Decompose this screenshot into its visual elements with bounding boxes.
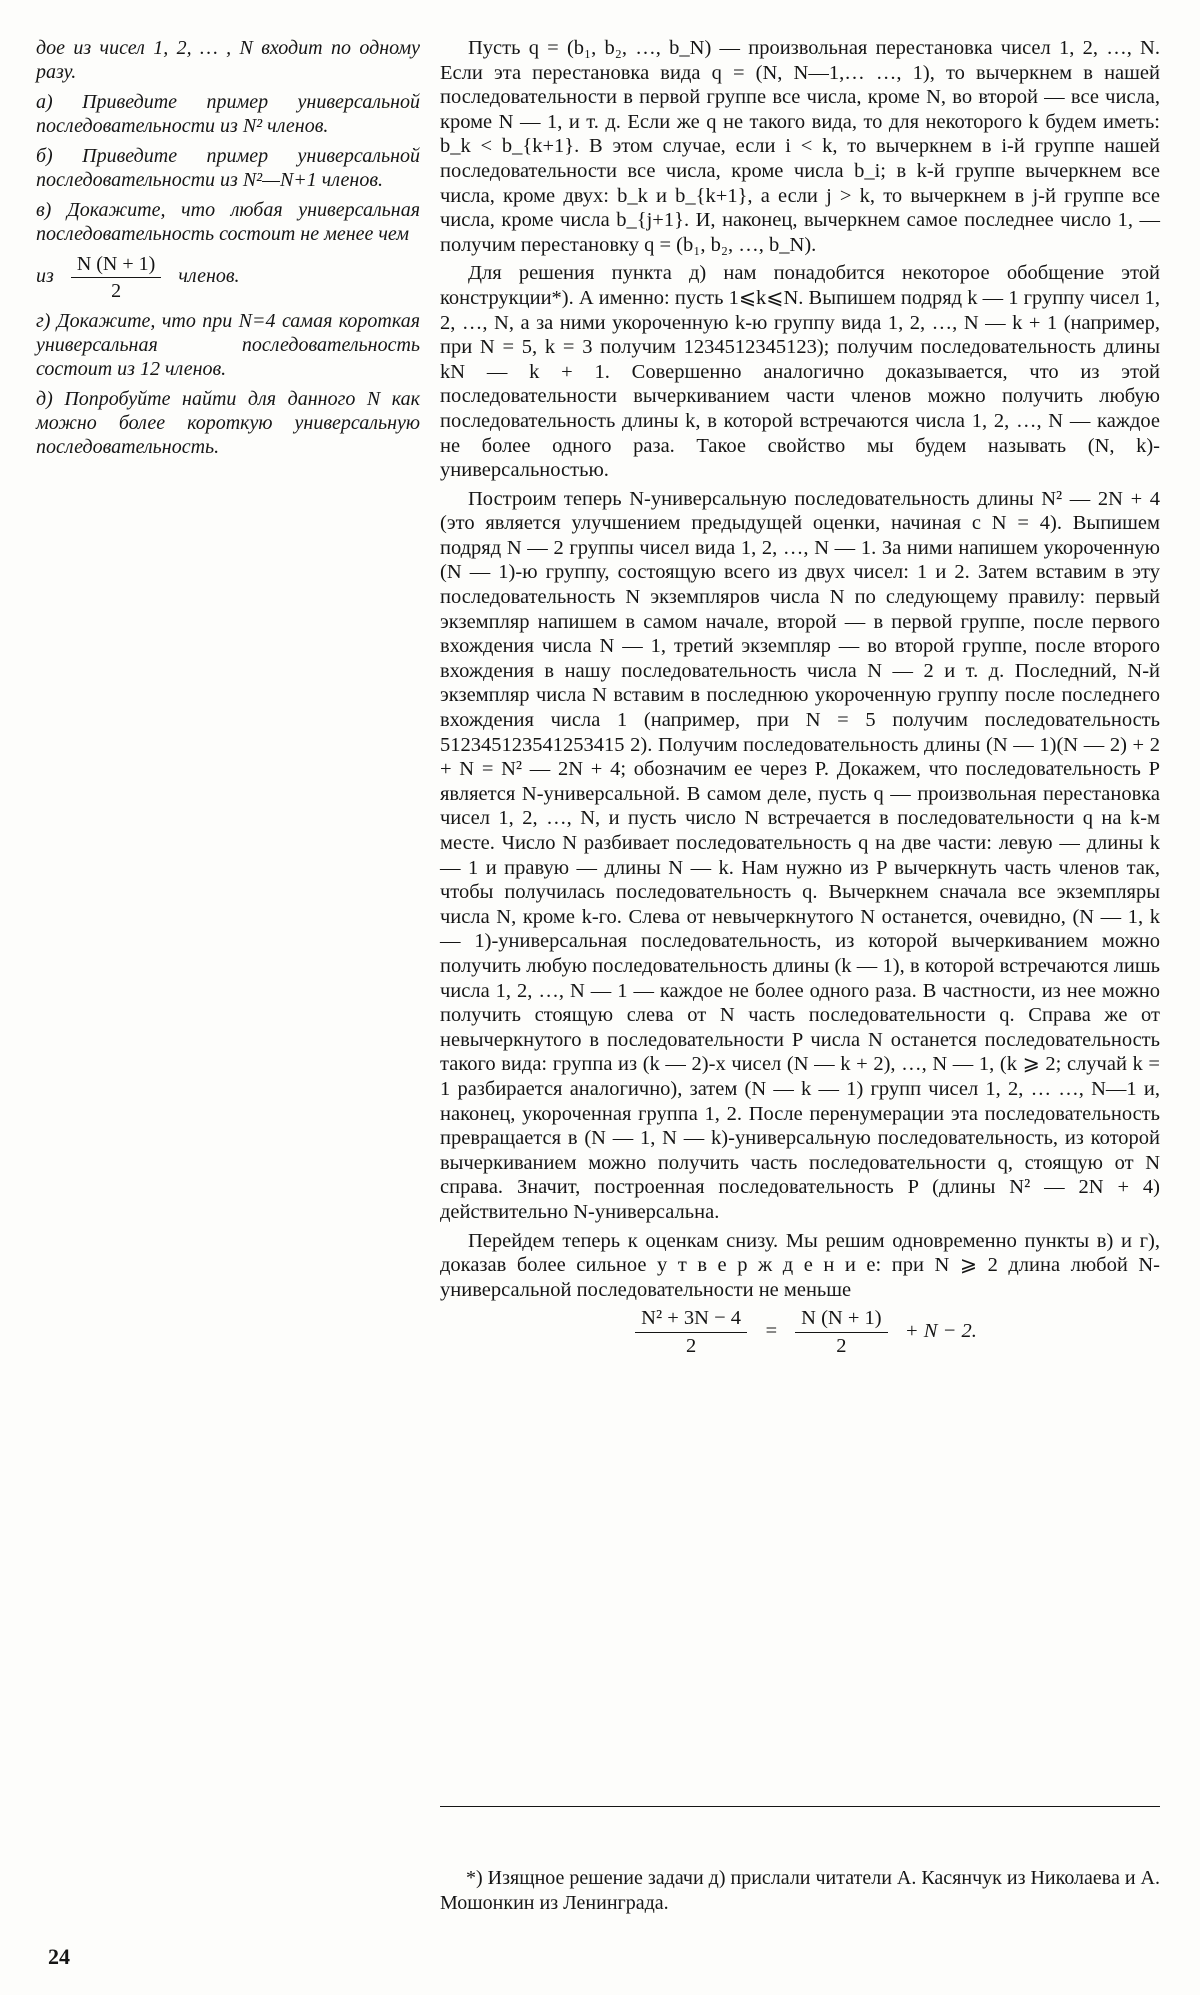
- margin-note-item-d: д) Попробуйте найти для данного N как можно более короткую универсальную последовательность.: [36, 388, 420, 458]
- footnote-divider: [440, 1806, 1160, 1807]
- formula-tail: + N − 2.: [904, 1320, 977, 1343]
- paragraph-4: Перейдем теперь к оценкам снизу. Мы решим одновременно пункты в) и г), доказав более сильное у т в е р ж д е н и е: при N ⩾ 2 длина любой N-универсальной последовательности не меньше: [440, 1229, 1160, 1301]
- formula-equals: =: [764, 1320, 779, 1343]
- margin-note-intro: дое из чисел 1, 2, … , N входит по одному разу.: [36, 37, 420, 83]
- formula-rhs-fraction: [795, 1306, 887, 1358]
- formula-lhs-denominator: 2: [685, 1334, 697, 1357]
- formula-rhs-numerator: N (N + 1): [795, 1306, 887, 1333]
- margin-note-fraction-numerator: N (N + 1): [71, 252, 162, 278]
- paragraph-3: Построим теперь N-универсальную последовательность длины N² — 2N + 4 (это является улучшением предыдущей оценки, начиная с N = 4). Выпишем подряд N — 2 группы чисел вида 1, 2, …, N — 1. За ними напишем укороченную (N — 1)-ю группу, состоящую всего из двух чисел: 1 и 2. Затем вставим в эту последовательность N экземпляров числа N по следующему правилу: первый экземпляр напишем в самом начале, второй — в первой группе, после первого вхождения числа N — 1, третий экземпляр — во второй группе, после второго вхождения в нашу последовательность числа N — 2 и т. д. Последний, N-й экземпляр числа N вставим в последнюю укороченную группу после последнего вхождения числа 1 (например, при N = 5 получим последовательность 512345123541253415 2). Получим последовательность длины (N — 1)(N — 2) + 2 + N = N² — 2N + 4; обозначим ее через P. Докажем, что последовательность P является N-универсальной. В самом деле, пусть q — произвольная перестановка чисел 1, 2, …, N, и пусть число N встречается в последовательности q на k-м месте. Число N разбивает последовательность q на две части: левую — длины k — 1 и правую — длины N — k. Нам нужно из P вычеркнуть часть членов так, чтобы получилась последовательность q. Вычеркнем сначала все экземпляры числа N, кроме k-го. Слева от невычеркнутого N останется, очевидно, (N — 1, k — 1)-универсальная последовательность, из которой вычеркиванием можно получить любую последовательность длины (k — 1), в которой встречаются лишь числа 1, 2, …, N — 1 — каждое не более одного раза. В частности, из нее можно получить стоящую слева от N часть последовательности q. Справа же от невычеркнутого в последовательности P числа N останется последовательность такого вида: группа из (k — 2)-х чисел (N — k + 2), …, N — 1, (k ⩾ 2; случай k = 1 разбирается аналогично), затем (N — k — 1) групп чисел 1, 2, … …, N—1 и, наконец, укороченная группа 1, 2. После перенумерации эта последовательность превращается в (N — 1, N — k)-универсальную последовательность, из которой вычеркиванием можно получить часть последовательности q, стоящую от N справа. Значит, построенная последовательность P (длины N² — 2N + 4) действительно N-универсальна.: [440, 487, 1160, 1223]
- margin-note-v-suffix: членов.: [178, 265, 240, 288]
- main-text-column: [440, 36, 1160, 1362]
- formula-rhs-denominator: 2: [836, 1334, 847, 1357]
- formula-lhs-fraction: [635, 1306, 747, 1358]
- footnote: *) Изящное решение задачи д) прислали читатели А. Касянчук из Николаева и А. Мошонкин из Ленинграда.: [440, 1867, 1160, 1914]
- formula-lhs-numerator: N² + 3N − 4: [635, 1306, 747, 1333]
- margin-note-fraction-denominator: 2: [111, 280, 122, 302]
- margin-note-v-prefix: из: [36, 265, 54, 288]
- margin-note-item-v-fraction-line: [36, 252, 420, 303]
- margin-note-item-a: а) Приведите пример универсальной последовательности из N² членов.: [36, 91, 420, 137]
- paragraph-2: Для решения пункта д) нам понадобится некоторое обобщение этой конструкции*). А именно: пусть 1⩽k⩽N. Выпишем подряд k — 1 группу чисел 1, 2, …, N, а за ними укороченную k-ю группу вида 1, 2, …, N — k + 1 (например, при N = 5, k = 3 получим 1234512345123); получим последовательность длины kN — k + 1. Совершенно аналогично доказывается, что из этой последовательности вычеркиванием части членов можно получить любую последовательность длины k, в которой встречаются числа 1, 2, …, N — каждое не более одного раза. Такое свойство мы будем называть (N, k)-универсальностью.: [440, 262, 1160, 482]
- paragraph-1: Пусть q = (b₁, b₂, …, b_N) — произвольная перестановка чисел 1, 2, …, N. Если эта перестановка вида q = (N, N—1,… …, 1), то вычеркнем в нашей последовательности в первой группе все числа, кроме N, во второй — все числа, кроме N — 1, и т. д. Если же q не такого вида, то для некоторого k будем иметь: b_k < b_{k+1}. В этом случае, если i < k, то вычеркнем в i-й группе нашей последовательности все числа, кроме числа b_i; в k-й группе вычеркнем все числа, кроме двух: b_k и b_{k+1}, а если j > k, то вычеркнем в j-й группе все числа, кроме числа b_{j+1}. И, наконец, вычеркнем самое последнее число 1, — получим перестановку q = (b₁, b₂, …, b_N).: [440, 37, 1160, 256]
- margin-note-fraction: [71, 252, 162, 303]
- page-number: 24: [48, 1944, 70, 1969]
- margin-note-item-g: г) Докажите, что при N=4 самая короткая универсальная последовательность состоит из 12 членов.: [36, 310, 420, 380]
- margin-note-item-v: в) Докажите, что любая универсальная последовательность состоит не менее чем: [36, 199, 420, 245]
- lower-bound-formula: [440, 1306, 1160, 1358]
- margin-note: [36, 36, 420, 465]
- margin-note-item-b: б) Приведите пример универсальной последовательности из N²—N+1 членов.: [36, 145, 420, 191]
